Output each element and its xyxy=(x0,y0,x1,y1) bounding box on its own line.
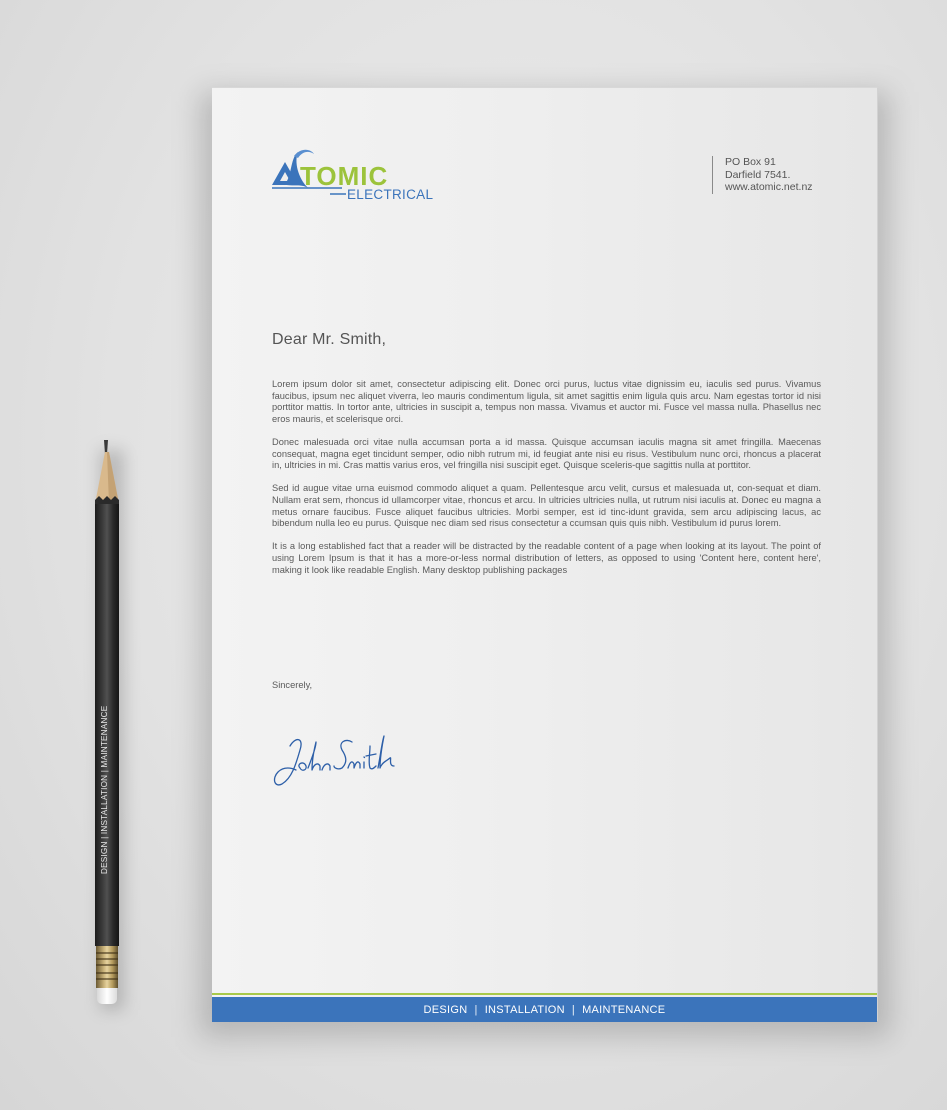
letter-paragraph: Sed id augue vitae urna euismod commodo aliquet a quam. Pellentesque arcu velit, cursus et malesuada ut, con-sequat et diam. Nullam erat sem, rhoncus id ullamcorper vitae, rhoncus et arcu. In ultricies ultricies nulla, ut rutrum nisi iaculis at. Donec eu magna a metus ornare faucibus. Fusce aliquet faucibus ultricies. Morbi semper, est id tinc-idunt gravida, sem arcu adipiscing lacus, ac bibendum nulla leo eu purus. Quisque nec diam sed risus consectetur a ccumsan quis quis nibh. Vestibulum id purus lorem. xyxy=(272,483,821,529)
footer-separator: | xyxy=(571,1003,576,1016)
svg-text:ELECTRICAL: ELECTRICAL xyxy=(347,187,434,202)
letter-paragraph: It is a long established fact that a reader will be distracted by the readable content of a page when looking at its layout. The point of using Lorem Ipsum is that it has a more-or-less normal distribution of letters, as opposed to using 'Content here, content here', making it look like readable English. Many desktop publishing packages xyxy=(272,541,821,575)
footer-services-bar xyxy=(212,997,877,1022)
pencil-eraser xyxy=(97,988,117,1004)
letter-paragraph: Lorem ipsum dolor sit amet, consectetur adipiscing elit. Donec orci purus, luctus vitae dignissim eu, iaculis sed purus. Vivamus faucibus, ipsum nec aliquet viverra, leo mauris condimentum ligula, sit amet sagittis enim ligula quis arcu. Nam egestas tortor id nisi porttitor mattis. In tortor ante, ultricies in suscipit a, tempus non massa. Vivamus et auctor mi. Fusce vel massa nulla. Phasellus nec eros mauris, et scelerisque orci. xyxy=(272,379,821,424)
address-website: www.atomic.net.nz xyxy=(725,181,813,193)
footer-accent-line xyxy=(212,993,877,995)
sender-address xyxy=(712,156,813,194)
address-po-box: PO Box 91 xyxy=(725,156,776,168)
pencil-tip-icon xyxy=(95,440,119,504)
letter-greeting: Dear Mr. Smith, xyxy=(272,331,387,348)
pencil-shaft xyxy=(95,504,119,946)
letter-body xyxy=(272,379,821,588)
letter-paragraph: Donec malesuada orci vitae nulla accumsan porta a id massa. Quisque accumsan iaculis magna sit amet fringilla. Maecenas consequat, magna eget tincidunt semper, odio nibh rutrum mi, id feugiat ante nisi eu risus. Vestibulum nunc orci, rhoncus a placerat in, ultricies in mi. Cras mattis varius eros, vel fringilla nisi suscipit eget. Quisque sceleris-que sagittis nulla at porttitor. xyxy=(272,436,821,471)
footer-service-maintenance: MAINTENANCE xyxy=(582,1003,666,1016)
pencil-tagline: DESIGN | INSTALLATION | MAINTENANCE xyxy=(100,705,109,874)
signature-icon xyxy=(270,728,400,790)
footer-separator: | xyxy=(474,1003,478,1016)
atomic-electrical-logo-icon xyxy=(272,148,447,206)
letterhead-page xyxy=(212,87,878,1021)
footer-service-installation: INSTALLATION xyxy=(484,1003,565,1016)
branded-pencil xyxy=(95,440,119,1005)
letter-closing: Sincerely, xyxy=(272,680,313,690)
logo-wordmark: TOMIC xyxy=(300,161,389,191)
address-city: Darfield 7541. xyxy=(725,168,791,181)
pencil-ferrule xyxy=(96,946,118,988)
footer-service-design: DESIGN xyxy=(423,1003,468,1016)
